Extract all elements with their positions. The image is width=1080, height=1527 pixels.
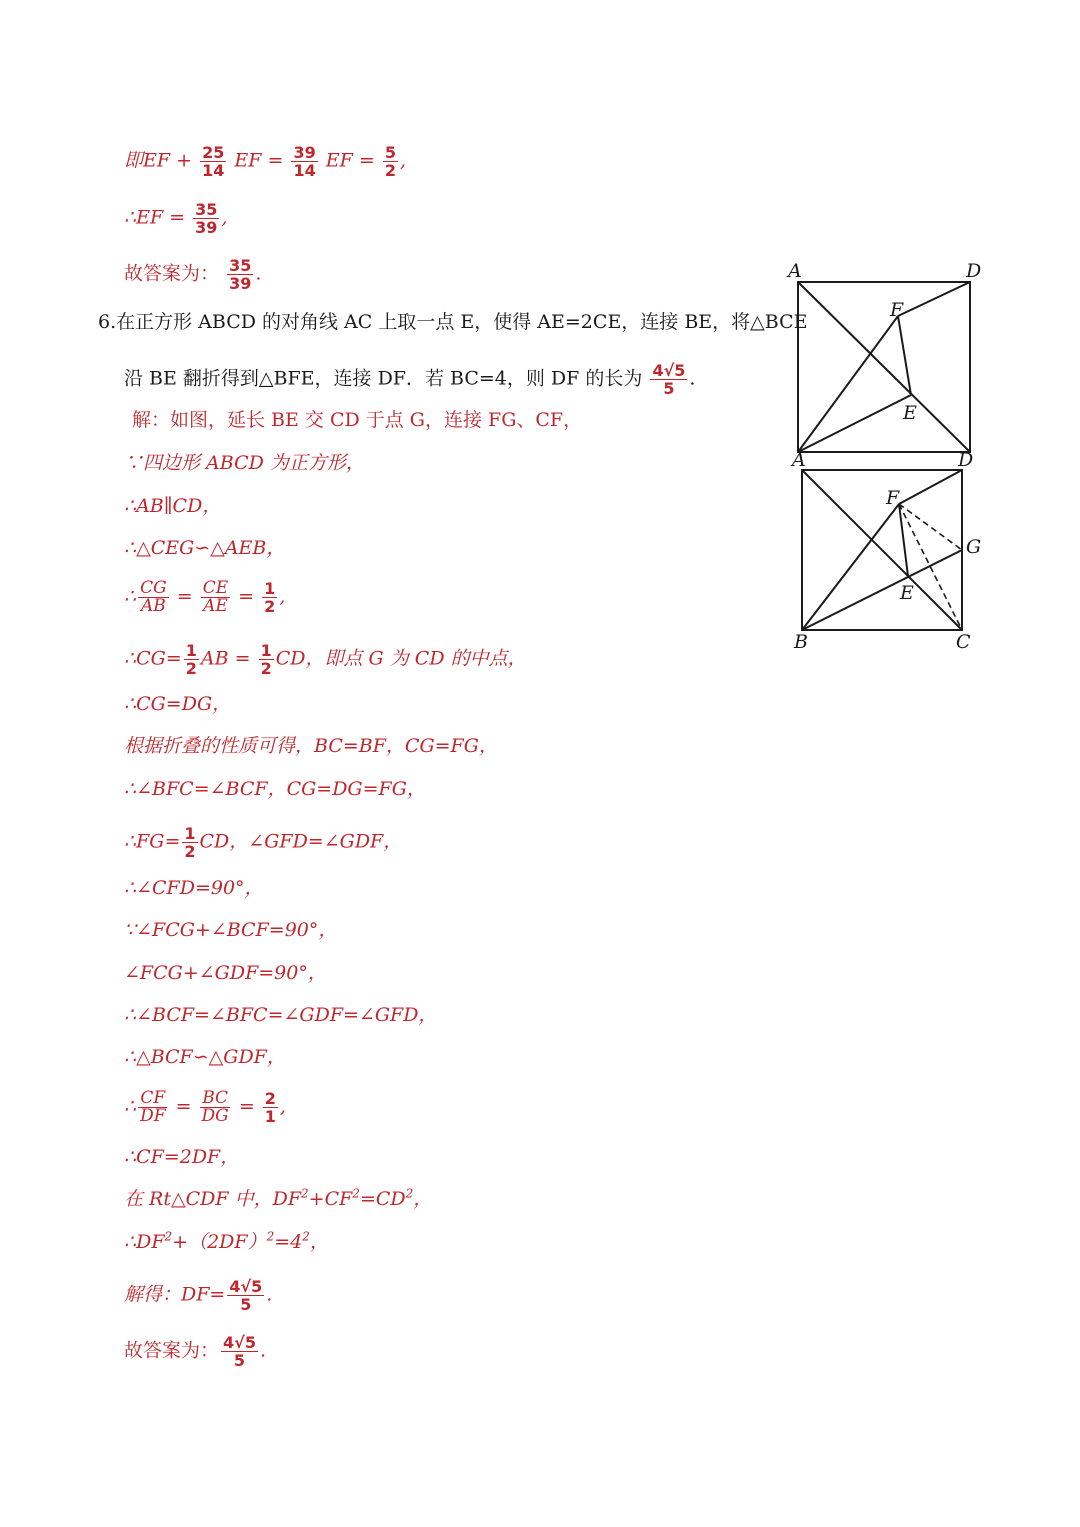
text: 故答案为： xyxy=(124,262,220,285)
problem-6-line-2: 沿 BE 翻折得到△BFE，连接 DF．若 BC=4，则 DF 的长为 $\frac{4√5}{5}$ . xyxy=(124,361,696,398)
sol6-line-7: ∴CG=DG， xyxy=(124,693,232,715)
segment-bf xyxy=(798,316,898,452)
sol6-line-16: ∴ $\frac{CF}{DF}$ = $\frac{BC}{DG}$ = $\frac{2}{1}$ , xyxy=(124,1088,286,1126)
sol6-line-18: 在 Rt△CDF 中，$DF^2+CF^2=CD^2$， xyxy=(124,1186,433,1210)
sol-a-line-2: ∴EF = $\frac{35}{39}$ , xyxy=(124,200,228,237)
sol6-line-6: ∴CG= $\frac{1}{2}$ AB = $\frac{1}{2}$ CD，即点 G 为 CD 的中点， xyxy=(124,641,527,678)
fraction: $\frac{39}{14}$ xyxy=(293,143,316,180)
sol6-line-21: 故答案为： $\frac{4√5}{5}$ . xyxy=(124,1333,266,1370)
fraction: $\frac{1}{2}$ xyxy=(185,641,197,678)
segment-be xyxy=(798,395,911,452)
text: 即EF + xyxy=(124,149,193,172)
label-e: E xyxy=(903,402,917,424)
label-f: F xyxy=(886,487,900,509)
figure-2 xyxy=(780,446,1000,656)
sol6-line-8: 根据折叠的性质可得，BC=BF，CG=FG， xyxy=(124,735,498,757)
sol-a-line-3: 故答案为： $\frac{35}{39}$ . xyxy=(124,256,262,293)
segment-bf xyxy=(802,504,899,630)
fraction: $\frac{4√5}{5}$ xyxy=(229,1277,263,1314)
diagonal-ac xyxy=(798,282,970,452)
sol6-line-19: $\therefore DF^2+(2DF)^2=4^2$， xyxy=(124,1229,329,1253)
sol6-line-17: ∴CF=2DF， xyxy=(124,1146,240,1168)
segment-fe xyxy=(899,504,908,576)
sol6-line-10: ∴FG= $\frac{1}{2}$ CD，∠GFD=∠GDF， xyxy=(124,824,403,861)
sol6-line-15: ∴△BCF∽△GDF， xyxy=(124,1046,286,1068)
fraction: $\frac{5}{2}$ xyxy=(384,143,396,180)
sol6-line-4: ∴△CEG∽△AEB， xyxy=(124,537,286,559)
sol-a-line-1: 即EF + $\frac{25}{14}$ EF = $\frac{39}{14}$ EF = $\frac{5}{2}$ , xyxy=(124,143,406,180)
sol6-line-3: ∴AB∥CD， xyxy=(124,495,222,517)
diagonal-ac xyxy=(802,470,962,630)
segment-fd xyxy=(899,470,962,504)
text: EF = xyxy=(234,149,284,172)
label-c: C xyxy=(956,631,971,653)
segment-fc-dashed xyxy=(899,504,962,630)
label-b: B xyxy=(794,631,808,653)
fraction: $\frac{1}{2}$ xyxy=(184,824,196,861)
sol6-line-11: ∴∠CFD=90°， xyxy=(124,877,264,899)
segment-fd xyxy=(898,282,970,316)
fraction: $\frac{25}{14}$ xyxy=(202,143,225,180)
label-d: D xyxy=(966,260,982,282)
sol6-line-2: ∵四边形 ABCD 为正方形， xyxy=(124,452,365,474)
label-a: A xyxy=(788,260,802,282)
segment-bg xyxy=(802,550,962,630)
text: 沿 BE 翻折得到△BFE，连接 DF．若 BC=4，则 DF 的长为 xyxy=(124,367,643,390)
fraction: $\frac{CF}{DF}$ xyxy=(140,1088,166,1126)
label-g: G xyxy=(966,536,982,558)
fraction: $\frac{35}{39}$ xyxy=(195,200,218,237)
answer-fraction: $\frac{4√5}{5}$ xyxy=(652,361,686,398)
fraction: $\frac{2}{1}$ xyxy=(264,1089,276,1126)
sol6-line-14: ∴∠BCF=∠BFC=∠GDF=∠GFD， xyxy=(124,1004,438,1026)
sol6-line-5: ∴ $\frac{CG}{AB}$ = $\frac{CE}{AE}$ = $\frac{1}{2}$ , xyxy=(124,578,286,616)
sol6-line-13: ∠FCG+∠GDF=90°， xyxy=(124,962,327,984)
sol6-line-12: ∵∠FCG+∠BCF=90°， xyxy=(124,919,338,941)
fraction: $\frac{1}{2}$ xyxy=(260,641,272,678)
fraction: $\frac{4√5}{5}$ xyxy=(223,1333,256,1370)
fraction: $\frac{CG}{AB}$ xyxy=(140,578,167,616)
segment-fg-dashed xyxy=(899,504,962,550)
fraction: $\frac{CE}{AE}$ xyxy=(202,578,229,616)
figure-1 xyxy=(780,258,1000,463)
fraction: $\frac{35}{39}$ xyxy=(229,256,252,293)
label-e: E xyxy=(900,582,914,604)
sol6-line-1: 解：如图，延长 BE 交 CD 于点 G，连接 FG、CF， xyxy=(132,409,583,431)
problem-6-line-1: 6.在正方形 ABCD 的对角线 AC 上取一点 E，使得 AE=2CE，连接 BE，将△BCE xyxy=(98,311,808,333)
text: EF = xyxy=(325,149,375,172)
label-f: F xyxy=(890,299,904,321)
label-d: D xyxy=(958,449,974,471)
fraction: $\frac{BC}{DG}$ xyxy=(201,1088,229,1126)
fraction: $\frac{1}{2}$ xyxy=(264,579,276,616)
sol6-line-20: 解得：DF= $\frac{4√5}{5}$ . xyxy=(124,1277,273,1314)
sol6-line-9: ∴∠BFC=∠BCF，CG=DG=FG， xyxy=(124,778,426,800)
text: ∴EF = xyxy=(124,206,186,229)
label-a: A xyxy=(792,449,806,471)
